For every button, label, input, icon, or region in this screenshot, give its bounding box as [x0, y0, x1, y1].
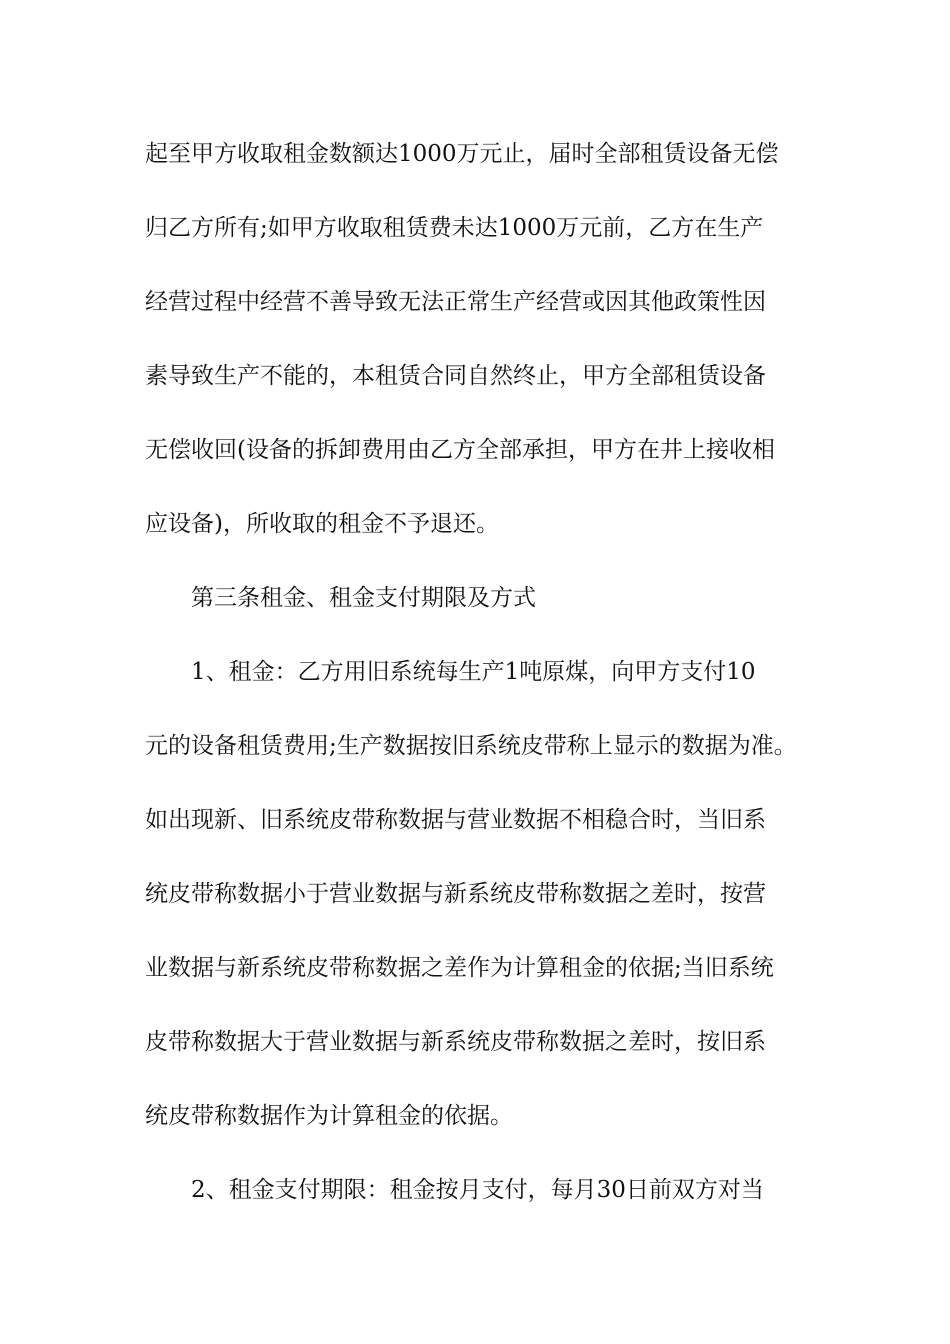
text-line: 如出现新、旧系统皮带称数据与营业数据不相稳合时，当旧系 [145, 807, 766, 833]
text-line: 元的设备租赁费用;生产数据按旧系统皮带称上显示的数据为准。 [145, 733, 797, 759]
text-line: 归乙方所有;如甲方收取租赁费未达1000万元前，乙方在生产 [145, 215, 764, 241]
text-line: 起至甲方收取租金数额达1000万元止，届时全部租赁设备无偿 [145, 141, 779, 167]
clause-2-line: 2、租金支付期限：租金按月支付，每月30日前双方对当 [191, 1177, 764, 1203]
text-line: 业数据与新系统皮带称数据之差作为计算租金的依据;当旧系统 [145, 955, 774, 981]
text-line: 统皮带称数据作为计算租金的依据。 [145, 1103, 513, 1129]
text-line: 无偿收回(设备的拆卸费用由乙方全部承担，甲方在井上接收相 [145, 437, 775, 463]
text-line: 应设备)，所收取的租金不予退还。 [145, 511, 499, 537]
clause-1-line: 1、租金：乙方用旧系统每生产1吨原煤，向甲方支付10 [191, 659, 756, 685]
text-line: 皮带称数据大于营业数据与新系统皮带称数据之差时，按旧系 [145, 1029, 766, 1055]
text-line: 统皮带称数据小于营业数据与新系统皮带称数据之差时，按营 [145, 881, 766, 907]
contract-body-text [145, 124, 810, 1234]
text-line: 经营过程中经营不善导致无法正常生产经营或因其他政策性因 [145, 289, 766, 315]
text-line: 素导致生产不能的，本租赁合同自然终止，甲方全部租赁设备 [145, 363, 766, 389]
article-heading: 第三条租金、租金支付期限及方式 [191, 585, 536, 611]
